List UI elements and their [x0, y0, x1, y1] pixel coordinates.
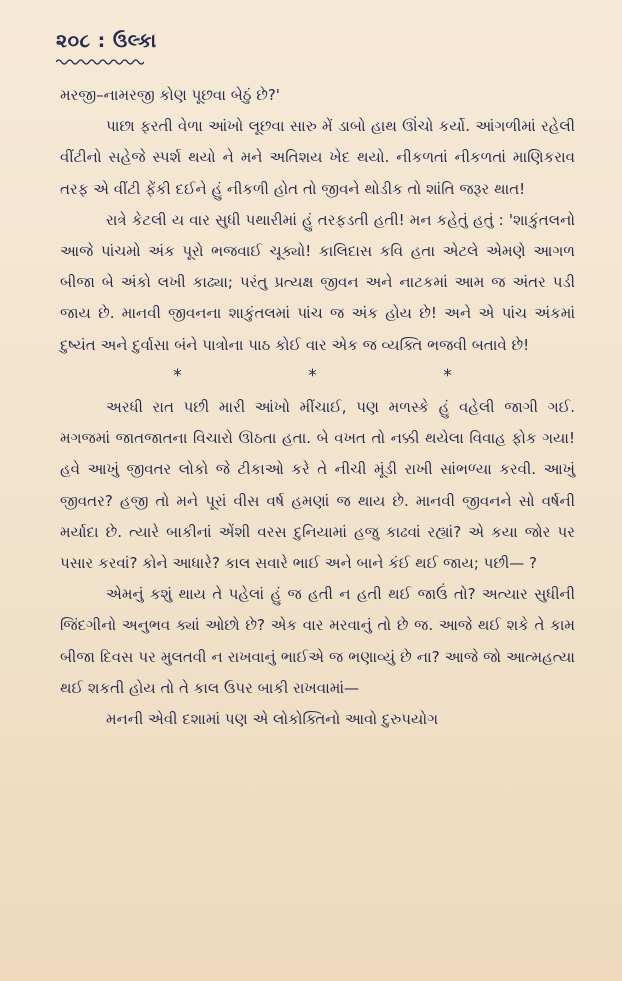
page-header: ૨૦૮ : ઉલ્કા	[56, 30, 157, 52]
section-break-star: *	[443, 365, 452, 386]
section-break-star: *	[308, 365, 317, 386]
paragraph: પાછા ફરતી વેળા આંખો લૂછવા સારુ મેં ડાબો હાથ ઊંચો કર્યો. આંગળીમાં રહેલી વીંટીનો સહેજે સ્પર્શ થયો ને મને અતિશય ખેદ થયો. નીકળતાં નીકળતાં માણિકરાવ તરફ એ વીંટી ફેંકી દઈને હું નીકળી હોત તો જીવને થોડીક તો શાંતિ જરૂર થાત!	[60, 117, 575, 198]
paragraph: રાત્રે કેટલી ય વાર સુધી પથારીમાં હું તરફડતી હતી! મન કહેતું હતું : 'શાકુંતલનો આજે પાંચમો અંક પૂરો ભજવાઈ ચૂક્યો! કાલિદાસ કવિ હતા એટલે એમણે આગળ બીજા બે અંકો લખી કાઢ્યા; પરંતુ પ્રત્યક્ષ જીવન અને નાટકમાં આમ જ અંતર પડી જાય છે. માનવી જીવનના શાકુંતલમાં પાંચ જ અંક હોય છે! અને એ પાંચ અંકમાં દુષ્યંત અને દુર્વાસા બંને પાત્રોના પાઠ કોઈ વાર એક જ વ્યક્તિ ભજવી બતાવે છે!	[60, 210, 575, 354]
section-break-star: *	[173, 365, 182, 386]
opening-line: મરજી–નામરજી કોણ પૂછવા બેઠું છે?'	[60, 86, 280, 104]
paragraph: અરધી રાત પછી મારી આંખો મીંચાઈ, પણ મળસ્કે હું વહેલી જાગી ગઈ. મગજમાં જાતજાતના વિચારો ઊઠતા હતા. બે વખત તો નક્કી થયેલા વિવાહ ફોક ગયા! હવે આખું જીવતર લોકો જે ટીકાઓ કરે તે નીચી મૂંડી રાખી સાંભળ્યા કરવી. આખું જીવતર? હજી તો મને પૂરાં વીસ વર્ષ હમણાં જ થાય છે. માનવી જીવનને સો વર્ષની મર્યાદા છે. ત્યારે બાકીનાં એંશી વરસ દુનિયામાં હજુ કાઢવાં રહ્યાં? એ કયા જોર પર પસાર કરવાં? કોને આધારે? કાલ સવારે ભાઈ અને બાને કંઈ થઈ જાય; પછી— ?	[60, 398, 575, 573]
section-break	[60, 361, 575, 392]
paragraph: એમનું કશું થાય તે પહેલાં હું જ હતી ન હતી થઈ જાઉં તો? અત્યાર સુધીની જિંદગીનો અનુભવ ક્યાં ઓછો છે? એક વાર મરવાનું તો છે જ. આજે થઈ શકે તે કામ બીજા દિવસ પર મુલતવી ન રાખવાનું ભાઈએ જ ભણાવ્યું છે ના? આજે જો આત્મહત્યા થઈ શકતી હોય તો તે કાલ ઉપર બાકી રાખવામાં—	[60, 585, 575, 697]
body-text	[60, 80, 575, 735]
paragraph: મનની એવી દશામાં પણ એ લોકોક્તિનો આવો દુરુપયોગ	[106, 710, 439, 729]
header-wavy-rule	[56, 58, 144, 66]
